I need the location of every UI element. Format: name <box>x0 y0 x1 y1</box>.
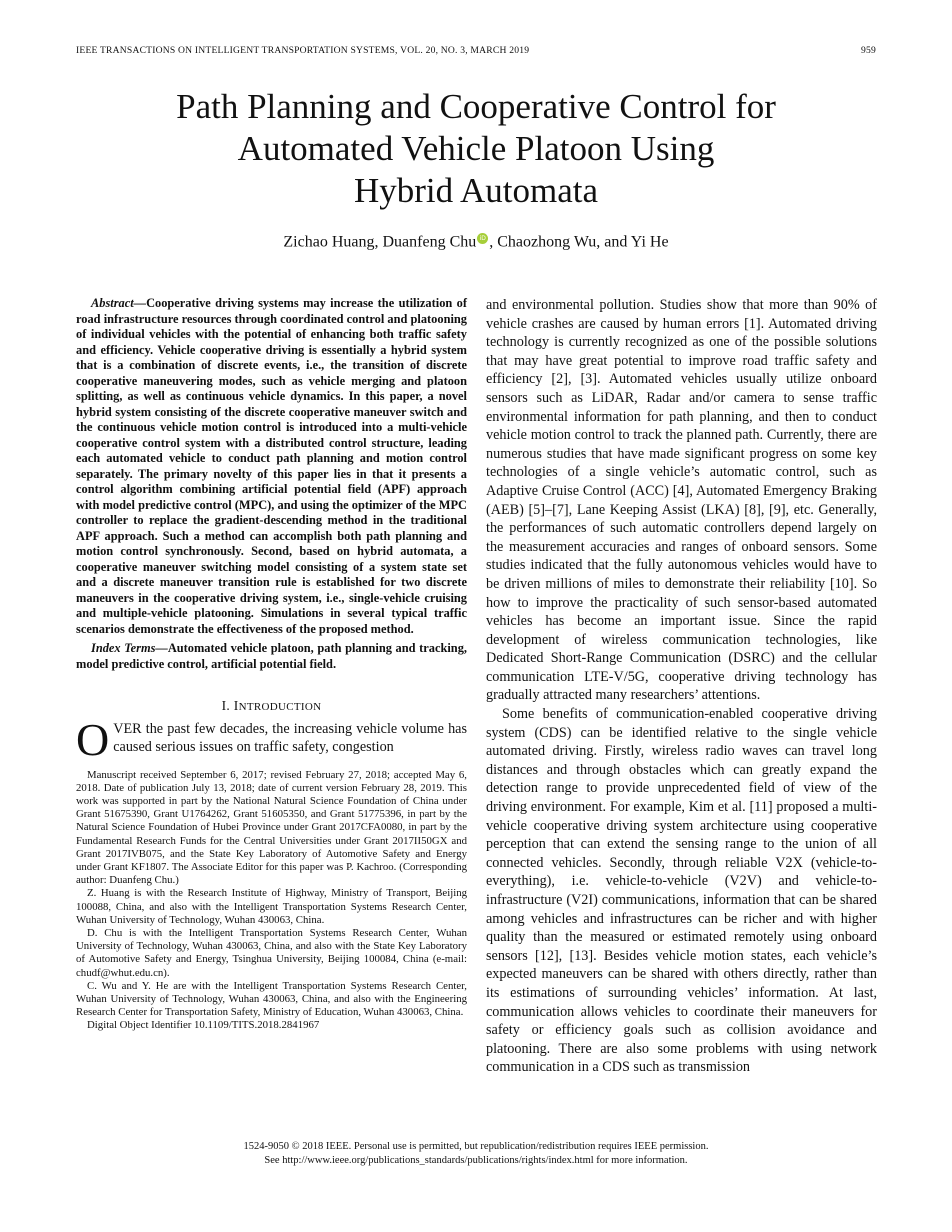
author-list <box>76 233 876 251</box>
section-numeral: I. I <box>221 698 239 713</box>
footnote-wu-he: C. Wu and Y. He are with the Intelligent Transportation Systems Research Center, Wuhan University of Technology, Wuhan 430063, China, and also with the Engineering Research Center for Transportation Safety, Ministry of Education, Wuhan 430063, China. <box>76 979 467 1019</box>
abstract-label: Abstract— <box>91 296 147 310</box>
copyright-line: 1524-9050 © 2018 IEEE. Personal use is permitted, but republication/redistribution requires IEEE permission. <box>243 1141 709 1152</box>
index-terms-text: Automated vehicle platoon, path planning and tracking, model predictive control, artificial potential field. <box>76 641 467 671</box>
left-column <box>76 296 467 1033</box>
authors-rest: , Chaozhong Wu, and Yi He <box>489 233 669 251</box>
footnote-chu: D. Chu is with the Intelligent Transportation Systems Research Center, Wuhan University of Technology, Wuhan 430063, China, and also with the State Key Laboratory of Automotive Safety and Energy, Tsinghua University, Beijing 100084, China (e-mail: chudf@whut.edu.cn). <box>76 927 467 979</box>
copyright-line: See http://www.ieee.org/publications_standards/publications/rights/index.html for more information. <box>264 1155 688 1166</box>
authors-first: Zichao Huang, Duanfeng Chu <box>283 233 477 251</box>
abstract <box>76 296 467 637</box>
journal-name: IEEE TRANSACTIONS ON INTELLIGENT TRANSPORTATION SYSTEMS, VOL. 20, NO. 3, MARCH 2019 <box>76 45 530 56</box>
index-terms <box>76 641 467 672</box>
body-paragraph: Some benefits of communication-enabled cooperative driving system (CDS) can be identified relative to the single vehicle automated driving. Firstly, wireless radio waves can travel long distances and through obstacles which can greatly expand the detection range to provide unprecedented field of view of the driving environment. For example, Kim et al. [11] proposed a multi-vehicle cooperative driving system architecture using cooperative perception that can extend the sensing range to the union of all connected vehicles. Secondly, through reliable V2X (vehicle-to-everything), i.e. vehicle-to-vehicle (V2V) and vehicle-to-infrastructure (V2I) communications, information that can be shared among vehicles and infrastructures can be richer and with higher quality than the measured or estimated remotely using onboard sensors [12], [13]. Besides vehicle motion states, each vehicle’s expected maneuvers can be shared with others directly, rather than its estimations of surrounding vehicles’ information. At last, communication allows vehicles to coordinate their maneuvers for safety or efficiency goals such as collision avoidance and platooning. There are also some problems with using network communication in a CDS such as transmission <box>486 706 877 1076</box>
right-column <box>486 296 877 1077</box>
orcid-icon[interactable]: iD <box>477 233 488 244</box>
title-line: Path Planning and Cooperative Control for <box>176 87 776 126</box>
copyright-notice <box>76 1140 876 1168</box>
title-line: Hybrid Automata <box>354 171 598 210</box>
footnote-manuscript: Manuscript received September 6, 2017; revised February 27, 2018; accepted May 6, 2018. Date of publication July 13, 2018; date of current version February 28, 2019. This work was supported in part by the National Natural Science Foundation of China under Grant 51675390, Grant U1764262, Grant 51605350, and Grant 51775396, in part by the Natural Science Foundation of Hubei Province under Grant 2017CFA0080, in part by the Fundamental Research Funds for the Central Universities under Grant 2017II50GX and Grant 2017IVB075, and the State Key Laboratory of Automotive Safety and Energy under Grant KF1807. The Associate Editor for this paper was P. Kachroo. (Corresponding author: Duanfeng Chu.) <box>76 768 467 887</box>
title-line: Automated Vehicle Platoon Using <box>237 129 715 168</box>
paper-title <box>76 86 876 212</box>
index-terms-label: Index Terms— <box>91 641 168 655</box>
footnotes <box>76 769 467 1033</box>
footnote-doi: Digital Object Identifier 10.1109/TITS.2018.2841967 <box>87 1019 320 1032</box>
footnote-huang: Z. Huang is with the Research Institute of Highway, Ministry of Transport, Beijing 100088, China, and also with the Intelligent Transportation Systems Research Center, Wuhan University of Technology, Wuhan 430063, China. <box>76 887 467 926</box>
body-paragraph: and environmental pollution. Studies show that more than 90% of vehicle crashes are caused by human errors [1]. Automated driving technology is currently recognized as one of the possible solutions that may have great potential to improve road traffic safety and efficiency [2], [3]. Automated vehicles usually utilize onboard sensors such as LiDAR, Radar and/or camera to sense traffic environmental information for path planning, and then to conduct vehicle motion control to track the planned path. Currently, there are numerous studies that have made significant progress on some key technologies of a single vehicle’s automatic control, such as Adaptive Cruise Control (ACC) [4], Automated Emergency Braking (AEB) [5]–[7], Lane Keeping Assist (LKA) [8], [9], etc. Generally, the performances of such automatic controllers depend largely on the measurement accuracies and ranges of onboard sensors. Some studies indicated that the fully autonomous vehicles would have to be driven millions of miles to demonstrate their reliability [10]. So how to improve the practicality of such sensor-based automated vehicles has become an important issue. Since the rapid development of wireless communication technologies, like Dedicated Short-Range Communication (DSRC) and the cellular communication LTE-V/5G, cooperative driving technology has gradually attracted many researchers’ attentions. <box>486 297 877 704</box>
section-heading <box>76 698 467 714</box>
drop-cap: O <box>76 714 110 765</box>
running-header <box>76 45 876 56</box>
abstract-text: Cooperative driving systems may increase the utilization of road infrastructure resources through coordinated control and platooning of individual vehicles with the potential of enhancing both traffic safety and efficiency. Vehicle cooperative driving is essentially a hybrid system that is a combination of discrete events, i.e., the transition of discrete cooperative maneuvering modes, such as vehicle merging and platoon splitting, as well as continuous vehicle dynamics. In this paper, a novel hybrid system consisting of the discrete cooperative maneuver switch and the continuous vehicle motion control is introduced into a multi-vehicle cooperative control system with a distributed control structure, leading each automated vehicle to conduct path planning and motion control separately. The primary novelty of this paper lies in that it presents a control algorithm combining artificial potential field (APF) approach with model predictive control (MPC), and using the optimizer of the MPC controller to replace the gradient-descending method in the traditional APF approach. Such a method can accomplish both path planning and motion control synchronously. Second, based on hybrid automata, a cooperative maneuver switching model consisting of a system state set and a discrete maneuver transition rule is established for two discrete maneuvers in the cooperative driving system, i.e., single-vehicle cruising and multiple-vehicle platooning. Simulations in several typical traffic scenarios demonstrate the effectiveness of the proposed method. <box>76 296 467 636</box>
intro-text: the past few decades, the increasing vehicle volume has caused serious issues on traffic safety, congestion <box>113 721 467 756</box>
page-number: 959 <box>861 45 876 56</box>
intro-caps: VER <box>113 721 142 737</box>
intro-paragraph <box>76 714 467 765</box>
section-name: NTRODUCTION <box>238 701 322 713</box>
